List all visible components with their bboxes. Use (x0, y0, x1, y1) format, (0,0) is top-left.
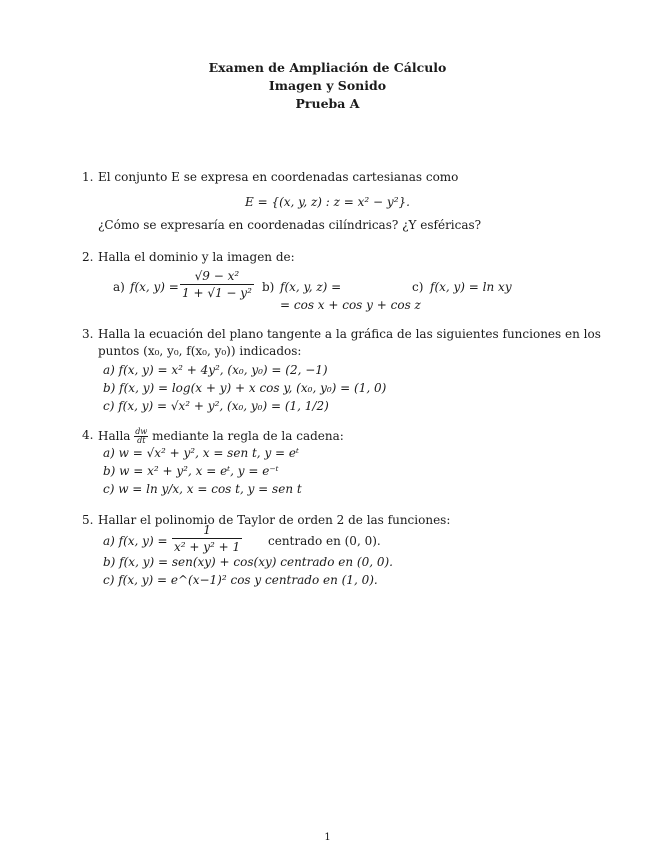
q1-text: El conjunto E se expresa en coordenadas cartesianas como (98, 170, 459, 184)
q4-text-post: mediante la regla de la cadena: (152, 429, 344, 443)
q2b-lhs: f(x, y, z) = (280, 280, 342, 294)
q4-dw: dw (135, 427, 148, 436)
q2-text: Halla el dominio y la imagen de: (98, 250, 295, 264)
q5-number: 5. (82, 513, 94, 527)
q3-number: 3. (82, 327, 94, 341)
q1-number: 1. (82, 170, 94, 184)
q4-text (98, 428, 344, 445)
q2a-fraction (180, 268, 254, 301)
exam-subtitle: Imagen y Sonido (268, 78, 387, 93)
q4-number: 4. (82, 428, 94, 442)
q4-item-a: a) w = √x² + y², x = sen t, y = eᵗ (103, 446, 299, 460)
q4-item-c: c) w = ln y/x, x = cos t, y = sen t (103, 482, 302, 496)
q2a-lhs: f(x, y) = (130, 280, 179, 294)
q4-item-b: b) w = x² + y², x = eᵗ, y = e⁻ᵗ (103, 464, 279, 478)
page-number: 1 (324, 832, 331, 843)
q5a-numerator: 1 (172, 522, 242, 539)
q2a-label: a) (113, 280, 125, 294)
q5a-denominator: x² + y² + 1 (174, 540, 241, 554)
q1-question: ¿Cómo se expresaría en coordenadas cilíndricas? ¿Y esféricas? (98, 218, 482, 232)
exam-title: Examen de Ampliación de Cálculo (208, 60, 447, 75)
q3-text-line1: Halla la ecuación del plano tangente a la gráfica de las siguientes funciones en los (98, 327, 601, 341)
q5-item-a-post: centrado en (0, 0). (268, 534, 381, 548)
q3-item-a: a) f(x, y) = x² + 4y², (x₀, y₀) = (2, −1) (103, 363, 328, 377)
q2-number: 2. (82, 250, 94, 264)
q2a-denominator: 1 + √1 − y² (182, 286, 252, 300)
exam-test-label: Prueba A (295, 96, 360, 111)
q5-item-a-lhs: a) f(x, y) = (103, 534, 168, 548)
q3-item-b: b) f(x, y) = log(x + y) + x cos y, (x₀, y₀) = (1, 0) (103, 381, 387, 395)
q5-item-b: b) f(x, y) = sen(xy) + cos(xy) centrado en (0, 0). (103, 555, 393, 569)
q3-item-c: c) f(x, y) = √x² + y², (x₀, y₀) = (1, 1/2) (103, 399, 329, 413)
q5-item-c: c) f(x, y) = e^(x−1)² cos y centrado en (1, 0). (103, 573, 378, 587)
q1-formula: E = {(x, y, z) : z = x² − y²}. (245, 195, 410, 209)
q2b-rhs: = cos x + cos y + cos z (280, 298, 421, 312)
q3-text-line2: puntos (x₀, y₀, f(x₀, y₀)) indicados: (98, 344, 302, 358)
q4-text-pre: Halla (98, 429, 131, 443)
q2a-numerator: √9 − x² (180, 268, 254, 285)
q2c-expr: f(x, y) = ln xy (430, 280, 512, 294)
q2b-label: b) (262, 280, 275, 294)
q4-dt: dt (137, 436, 146, 445)
q5a-fraction (172, 522, 242, 555)
q4-derivative (134, 428, 148, 445)
q2c-label: c) (412, 280, 424, 294)
q5-text: Hallar el polinomio de Taylor de orden 2 de las funciones: (98, 513, 451, 527)
